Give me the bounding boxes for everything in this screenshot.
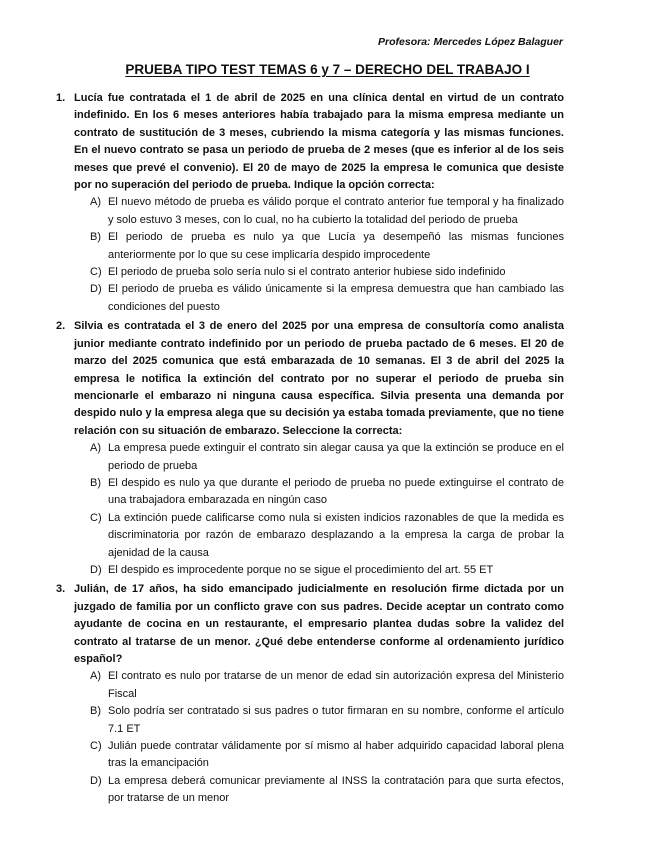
option-letter: B) (90, 476, 101, 489)
option-letter: A) (90, 670, 101, 683)
answer-options (74, 668, 564, 807)
option-text: El periodo de prueba solo sería nulo si el contrato anterior hubiese sido indefinido (108, 266, 506, 279)
option-text: La empresa puede extinguir el contrato sin alegar causa ya que la extinción se produce en el periodo de prueba (108, 442, 564, 472)
question-number: 3. (56, 583, 66, 596)
question-2 (56, 318, 564, 579)
option-letter: C) (90, 266, 102, 279)
option-letter: D) (90, 283, 102, 296)
option-c (74, 738, 564, 773)
question-text: Julián, de 17 años, ha sido emancipado judicialmente en resolución firme dictada por un juzgado de familia por un conflicto grave con sus padres. Decide aceptar un contrato como ayudante de cocina en un restaurante, el empresario plantea dudas sobre la validez del contrato al tratarse de un menor. ¿Qué debe entenderse conforme al ordenamiento jurídico español? (74, 583, 564, 665)
option-text: Julián puede contratar válidamente por sí mismo al haber adquirido capacidad laboral plena tras la emancipación (108, 740, 564, 770)
option-text: La extinción puede calificarse como nula si existen indicios razonables de que la medida es discriminatoria por razón de embarazo desplazando a la empresa la carga de probar la ajenidad de la causa (108, 511, 564, 559)
option-text: La empresa deberá comunicar previamente al INSS la contratación para que surta efectos, por tratarse de un menor (108, 774, 564, 805)
question-3 (56, 581, 564, 807)
answer-options (74, 440, 564, 579)
option-letter: A) (90, 196, 101, 209)
question-number: 1. (56, 92, 66, 104)
option-text: El nuevo método de prueba es válido porque el contrato anterior fue temporal y ha finalizado y solo estuvo 3 meses, con lo cual, no ha cubierto la totalidad del periodo de prueba (108, 196, 564, 226)
option-text: El despido es nulo ya que durante el periodo de prueba no puede extinguirse el contrato de una trabajadora embarazada en ningún caso (108, 476, 564, 507)
answer-options (74, 194, 564, 316)
option-b (74, 703, 564, 738)
option-b (74, 229, 564, 264)
question-list (56, 90, 564, 810)
option-text: El periodo de prueba es válido únicamente si la empresa demuestra que han cambiado las condiciones del puesto (108, 283, 564, 313)
option-letter: D) (90, 563, 102, 576)
question-number: 2. (56, 320, 66, 333)
option-d (74, 773, 564, 808)
option-letter: C) (90, 511, 102, 524)
option-letter: B) (90, 231, 101, 244)
option-text: Solo podría ser contratado si sus padres o tutor firmaran en su nombre, conforme el artículo 7.1 ET (108, 705, 564, 735)
option-text: El despido es improcedente porque no se sigue el procedimiento del art. 55 ET (108, 563, 494, 576)
option-c (74, 510, 564, 562)
option-b (74, 475, 564, 510)
question-text: Lucía fue contratada el 1 de abril de 2025 en una clínica dental en virtud de un contrato indefinido. En los 6 meses anteriores había trabajado para la misma empresa mediante un contrato de sustitución de 3 meses, cubriendo la misma categoría y las mismas funciones. En el nuevo contrato se pasa un periodo de prueba de 2 meses (que es inferior al de los seis meses que prevé el convenio). El 20 de mayo de 2025 la empresa le comunica que desiste por no superación del periodo de prueba. Indique la opción correcta: (74, 92, 564, 192)
option-letter: D) (90, 774, 102, 787)
page-title: PRUEBA TIPO TEST TEMAS 6 y 7 – DERECHO DEL TRABAJO I (125, 62, 530, 77)
question-1 (56, 90, 564, 316)
author-line: Profesora: Mercedes López Balaguer (378, 36, 563, 48)
option-letter: A) (90, 442, 101, 455)
option-a (74, 194, 564, 229)
option-letter: B) (90, 705, 101, 718)
option-a (74, 668, 564, 703)
option-d (74, 562, 564, 579)
option-text: El periodo de prueba es nulo ya que Lucía ya desempeñó las mismas funciones anteriormente por lo que su cese implicaría despido improcedente (108, 231, 564, 261)
question-text: Silvia es contratada el 3 de enero del 2025 por una empresa de consultoría como analista junior mediante contrato indefinido por un periodo de prueba pactado de 6 meses. El 20 de marzo del 2025 comunica que está embarazada de 10 semanas. El 3 de abril del 2025 la empresa le notifica la extinción del contrato por no superar el periodo de prueba sin mencionarle el embarazo ni ninguna causa específica. Silvia presenta una demanda por despido nulo y la empresa alega que su decisión ya estaba tomada previamente, que no tiene relación con su situación de embarazo. Seleccione la correcta: (74, 320, 564, 437)
option-c (74, 264, 564, 281)
option-letter: C) (90, 740, 102, 753)
option-d (74, 281, 564, 316)
option-a (74, 440, 564, 475)
option-text: El contrato es nulo por tratarse de un menor de edad sin autorización expresa del Ministerio Fiscal (108, 670, 564, 700)
